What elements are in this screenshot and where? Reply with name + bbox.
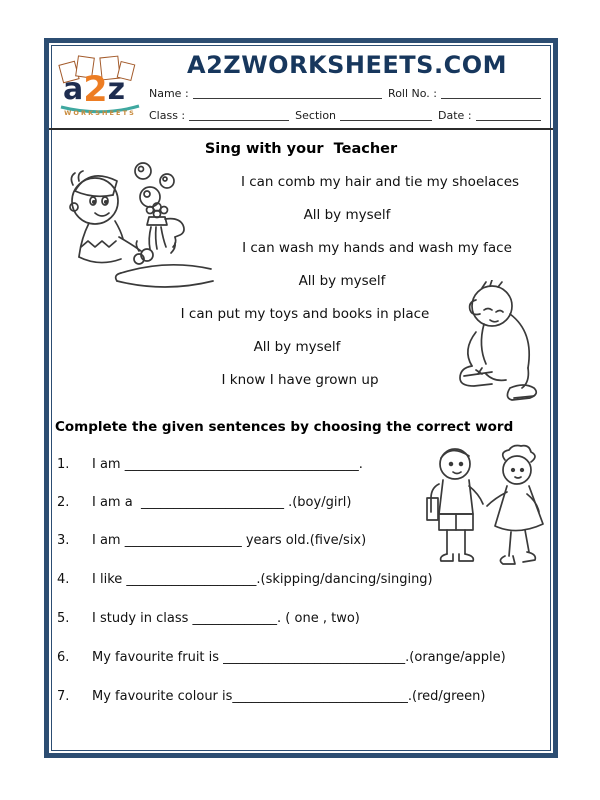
item-number: 5. <box>57 611 70 626</box>
logo-letter-2: 2 <box>83 70 108 110</box>
poem-line-3: I can wash my hands and wash my face <box>242 240 512 256</box>
poem-line-5: I can put my toys and books in place <box>180 306 430 322</box>
date-label: Date : <box>438 109 472 122</box>
item-number: 6. <box>57 650 70 665</box>
class-label: Class : <box>149 109 186 122</box>
a2z-logo <box>55 55 145 127</box>
item-number: 1. <box>57 457 70 472</box>
item-text: I study in class _____________. ( one , two) <box>92 611 360 626</box>
logo-caption: WORKSHEETS <box>64 109 136 117</box>
section-blank <box>340 109 432 121</box>
sentence-item-3 <box>57 533 366 548</box>
sentence-item-6 <box>57 650 506 665</box>
name-label: Name : <box>149 87 189 100</box>
poem-line-2: All by myself <box>303 207 391 223</box>
poem-line-4: All by myself <box>298 273 386 289</box>
item-text: I am ____________________________________. <box>92 457 363 472</box>
class-blank <box>189 109 289 121</box>
item-text: I like ____________________.(skipping/dancing/singing) <box>92 572 433 587</box>
sentence-item-7 <box>57 689 485 704</box>
site-title: A2ZWORKSHEETS.COM <box>187 51 507 79</box>
sentence-item-5 <box>57 611 360 626</box>
item-number: 7. <box>57 689 70 704</box>
sentence-item-1 <box>57 457 363 472</box>
roll-blank <box>441 87 541 99</box>
item-number: 2. <box>57 495 70 510</box>
name-blank <box>193 87 382 99</box>
exercise-heading: Complete the given sentences by choosing the correct word <box>55 419 514 435</box>
poem-title: Sing with your Teacher <box>204 141 398 157</box>
worksheet-page <box>44 38 558 758</box>
sentence-item-2 <box>57 495 351 510</box>
logo-letter-a: a <box>63 72 84 107</box>
item-number: 4. <box>57 572 70 587</box>
item-text: My favourite fruit is ____________________________.(orange/apple) <box>92 650 506 665</box>
date-blank <box>476 109 541 121</box>
roll-label: Roll No. : <box>388 87 437 100</box>
name-roll-row <box>149 87 547 100</box>
poem-line-1: I can comb my hair and tie my shoelaces <box>240 174 520 190</box>
logo-wordmark <box>63 70 126 110</box>
section-label: Section <box>295 109 337 122</box>
student-info-fields <box>149 87 547 131</box>
item-text: I am a ______________________ .(boy/girl) <box>92 495 352 510</box>
child-washing-hands-illustration <box>55 155 215 295</box>
logo-letter-z: z <box>107 72 126 107</box>
header-divider <box>49 128 553 130</box>
class-section-date-row <box>149 109 547 122</box>
item-number: 3. <box>57 533 70 548</box>
item-text: My favourite colour is___________________________.(red/green) <box>92 689 486 704</box>
poem-line-7: I know I have grown up <box>221 372 379 388</box>
sentence-item-4 <box>57 572 433 587</box>
boy-and-girl-walking-illustration <box>425 442 553 584</box>
child-tying-shoes-illustration <box>448 280 548 412</box>
item-text: I am __________________ years old.(five/six) <box>92 533 367 548</box>
poem-line-6: All by myself <box>253 339 341 355</box>
